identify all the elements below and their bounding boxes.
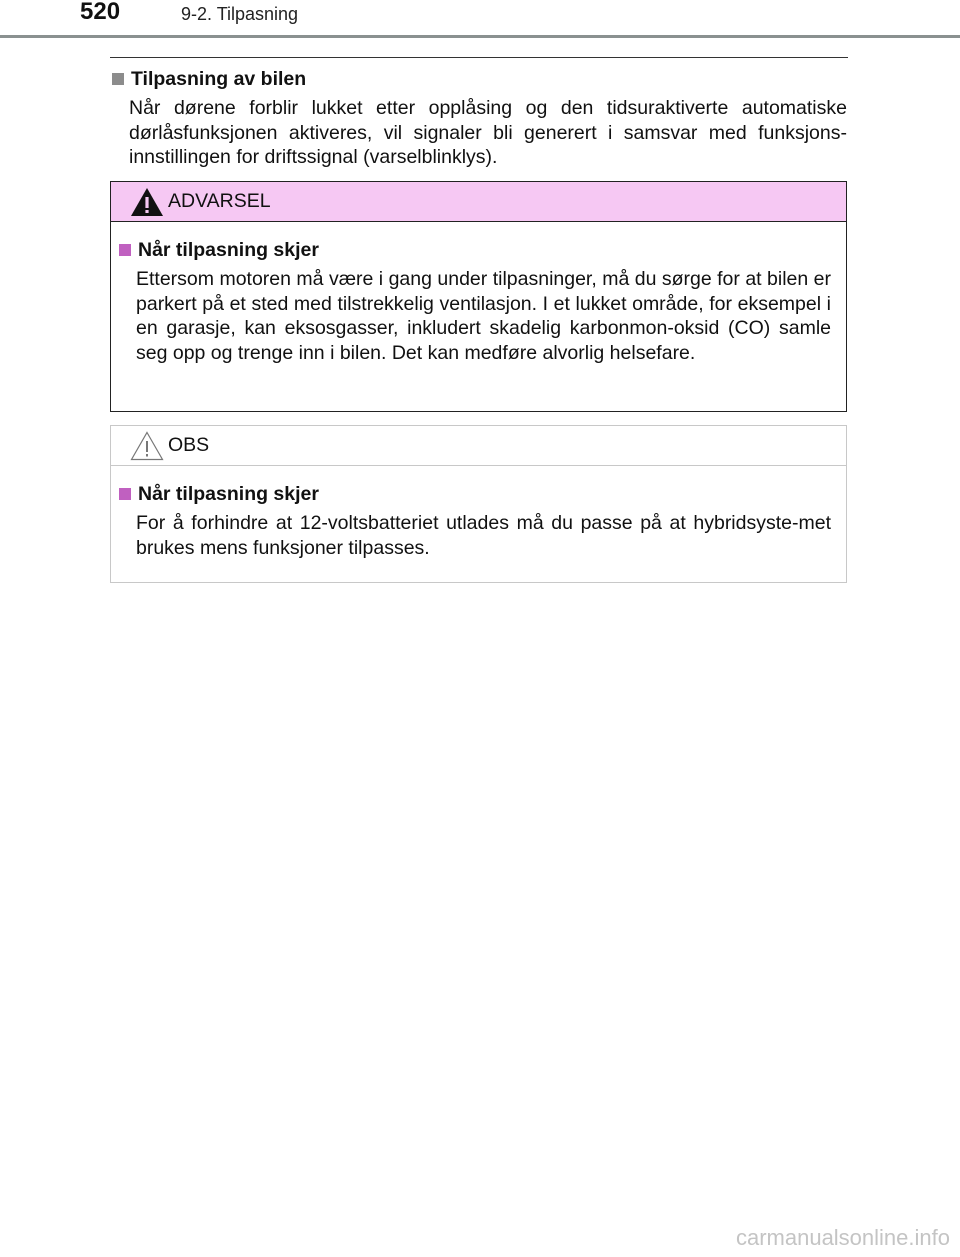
header-rule <box>0 35 960 38</box>
warning-heading-text: Når tilpasning skjer <box>138 239 319 261</box>
bullet-square-icon <box>112 73 124 85</box>
warning-triangle-icon <box>130 187 164 217</box>
section-divider <box>110 57 848 58</box>
caution-outline-triangle-icon <box>130 431 164 461</box>
intro-heading <box>110 67 847 91</box>
obs-box-body <box>111 466 846 560</box>
intro-text: Når dørene forblir lukket etter opplåsing og den tidsuraktiverte automatiske dørlåsfunksjonen aktiveres, vil signaler bli generert i samsvar med funksjons-innstillingen for driftssignal (varselblinklys). <box>129 97 847 168</box>
page-number: 520 <box>80 0 121 25</box>
obs-heading-text: Når tilpasning skjer <box>138 483 319 505</box>
bullet-square-icon <box>119 488 131 500</box>
warning-box-header <box>111 182 846 222</box>
section-title: 9-2. Tilpasning <box>181 4 299 24</box>
bullet-square-icon <box>119 244 131 256</box>
intro-section <box>110 67 847 170</box>
obs-box-header <box>111 426 846 466</box>
warning-heading <box>117 238 831 262</box>
warning-text: Ettersom motoren må være i gang under tilpasninger, må du sørge for at bilen er parkert på et sted med tilstrekkelig ventilasjon. I et lukket område, for eksempel i en garasje, kan eksosgasser, inkludert skadelig karbonmon-oksid (CO) samle seg opp og trenge inn i bilen. Det kan medføre alvorlig helsefare. <box>136 268 831 364</box>
intro-heading-text: Tilpasning av bilen <box>131 68 307 90</box>
obs-box <box>110 425 847 583</box>
obs-box-title: OBS <box>168 434 210 456</box>
warning-box-title: ADVARSEL <box>168 190 271 212</box>
watermark: carmanualsonline.info <box>735 1225 950 1250</box>
obs-heading <box>117 482 831 506</box>
page-header <box>0 0 960 36</box>
warning-box <box>110 181 847 412</box>
warning-box-body <box>111 222 846 365</box>
obs-text: For å forhindre at 12-voltsbatteriet utlades må du passe på at hybridsyste-met brukes mens funksjoner tilpasses. <box>136 512 831 559</box>
